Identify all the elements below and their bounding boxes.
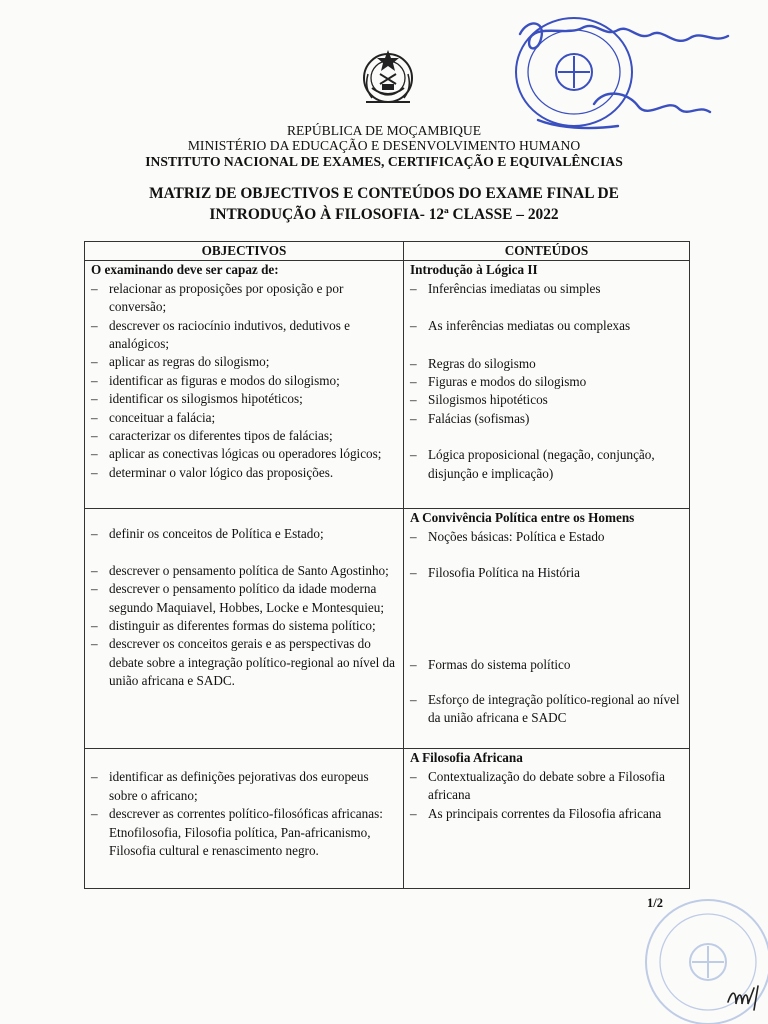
document-title-line1: MATRIZ DE OBJECTIVOS E CONTEÚDOS DO EXAME FINAL DE <box>149 185 619 202</box>
list-item: – Esforço de integração político-regional ao nível da união africana e SADC <box>410 691 685 728</box>
signature-icon <box>724 982 764 1012</box>
ministry-heading: MINISTÉRIO DA EDUCAÇÃO E DESENVOLVIMENTO HUMANO <box>187 138 581 153</box>
header-objectives: OBJECTIVOS <box>85 242 404 261</box>
objectives-cell <box>85 261 404 509</box>
list-item: – caracterizar os diferentes tipos de falácias; <box>91 427 399 445</box>
table-row <box>85 749 690 889</box>
list-item: – identificar os silogismos hipotéticos; <box>91 390 399 408</box>
list-item: – Inferências imediatas ou simples <box>410 280 685 298</box>
document-title-line2: INTRODUÇÃO À FILOSOFIA- 12ª CLASSE – 2022 <box>209 206 559 223</box>
list-item: – descrever o pensamento política de Santo Agostinho; <box>91 562 399 580</box>
list-item: – Noções básicas: Política e Estado <box>410 528 685 546</box>
objectives-contents-table <box>84 241 690 889</box>
list-item: – Filosofia Política na História <box>410 564 685 582</box>
mozambique-emblem-icon <box>358 44 418 110</box>
list-item: – Falácias (sofismas) <box>410 410 685 428</box>
contents-cell <box>404 261 690 509</box>
contents-cell <box>404 749 690 889</box>
objectives-lead: O examinando deve ser capaz de: <box>91 262 279 278</box>
section-title: Introdução à Lógica II <box>410 262 538 278</box>
list-item: – Regras do silogismo <box>410 355 685 373</box>
section-title: A Filosofia Africana <box>410 750 523 766</box>
table-row <box>85 261 690 509</box>
page-number: 1/2 <box>647 896 663 910</box>
institute-heading: INSTITUTO NACIONAL DE EXAMES, CERTIFICAÇÃO E EQUIVALÊNCIAS <box>145 154 623 169</box>
list-item: – Formas do sistema político <box>410 656 685 674</box>
contents-cell <box>404 509 690 749</box>
list-item: – definir os conceitos de Política e Estado; <box>91 525 399 543</box>
list-item: – As inferências mediatas ou complexas <box>410 317 685 335</box>
list-item: – identificar as definições pejorativas dos europeus sobre o africano; <box>91 768 399 805</box>
list-item: – descrever os raciocínio indutivos, dedutivos e analógicos; <box>91 317 399 354</box>
table-row <box>85 509 690 749</box>
list-item: – descrever os conceitos gerais e as perspectivas do debate sobre a integração político-regional ao nível da união africana e SADC. <box>91 635 399 690</box>
list-item: – relacionar as proposições por oposição e por conversão; <box>91 280 399 317</box>
list-item: – Figuras e modos do silogismo <box>410 373 685 391</box>
header-contents: CONTEÚDOS <box>404 242 690 261</box>
list-item: – Silogismos hipotéticos <box>410 391 685 409</box>
list-item: – aplicar as conectivas lógicas ou operadores lógicos; <box>91 445 399 463</box>
list-item: – Contextualização do debate sobre a Filosofia africana <box>410 768 685 805</box>
objectives-cell <box>85 749 404 889</box>
list-item: – determinar o valor lógico das proposições. <box>91 464 399 482</box>
list-item: – descrever as correntes político-filosóficas africanas: Etnofilosofia, Filosofia política, Pan-africanismo, Filosofia cultural e renascimento negro. <box>91 805 399 860</box>
list-item: – identificar as figuras e modos do silogismo; <box>91 372 399 390</box>
signature-icon <box>520 24 728 128</box>
list-item: – distinguir as diferentes formas do sistema político; <box>91 617 399 635</box>
objectives-cell <box>85 509 404 749</box>
republic-heading: REPÚBLICA DE MOÇAMBIQUE <box>286 123 482 138</box>
list-item: – conceituar a falácia; <box>91 409 399 427</box>
list-item: – descrever o pensamento político da idade moderna segundo Maquiavel, Hobbes, Locke e Montesquieu; <box>91 580 399 617</box>
list-item: – aplicar as regras do silogismo; <box>91 353 399 371</box>
list-item: – Lógica proposicional (negação, conjunção, disjunção e implicação) <box>410 446 685 483</box>
section-title: A Convivência Política entre os Homens <box>410 510 635 526</box>
list-item: – As principais correntes da Filosofia africana <box>410 805 685 823</box>
official-stamp-icon <box>478 8 756 136</box>
table-header-row <box>85 242 690 261</box>
